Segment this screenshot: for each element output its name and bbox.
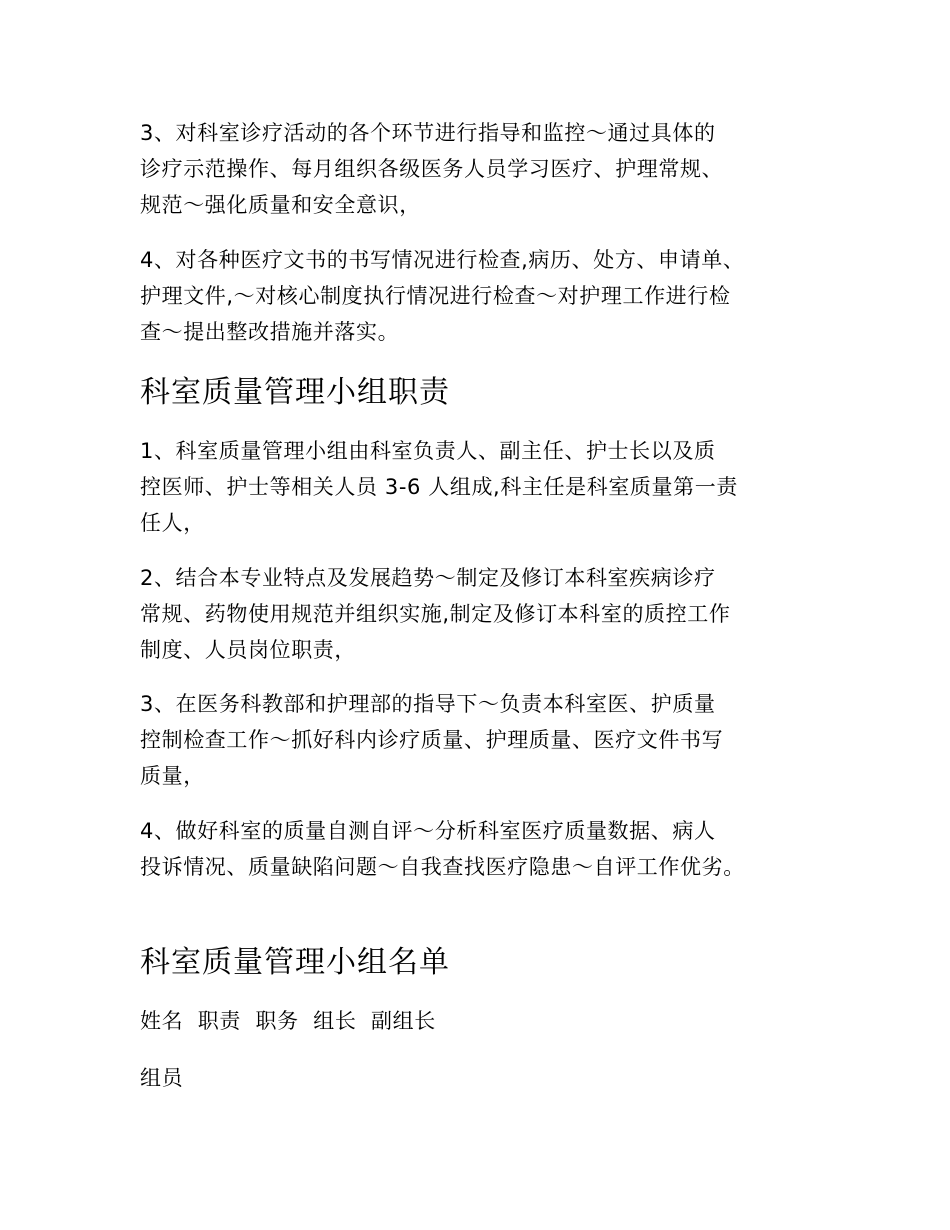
section-heading-roster: 科室质量管理小组名单 bbox=[140, 945, 450, 980]
text-line: 护理文件,～对核心制度执行情况进行检查～对护理工作进行检 bbox=[140, 284, 731, 308]
paragraph-section2-item1 bbox=[140, 433, 820, 541]
text-line: 投诉情况、质量缺陷问题～自我查找医疗隐患～自评工作优劣。 bbox=[140, 855, 745, 879]
roster-table-header bbox=[140, 1003, 820, 1039]
text-line: 查～提出整改措施并落实。 bbox=[140, 320, 400, 344]
roster-row-members bbox=[140, 1060, 820, 1096]
text-line: 常规、药物使用规范并组织实施,制定及修订本科室的质控工作 bbox=[140, 602, 731, 626]
roster-header-text: 姓名 职责 职务 组长 副组长 bbox=[140, 1009, 436, 1033]
text-line: 1、科室质量管理小组由科室负责人、副主任、护士长以及质 bbox=[140, 439, 716, 463]
text-line: 规范～强化质量和安全意识， bbox=[140, 193, 421, 217]
text-line: 3、对科室诊疗活动的各个环节进行指导和监控～通过具体的 bbox=[140, 121, 716, 145]
paragraph-section2-item3 bbox=[140, 686, 820, 794]
text-line: 2、结合本专业特点及发展趋势～制定及修订本科室疾病诊疗 bbox=[140, 566, 716, 590]
paragraph-section2-item4 bbox=[140, 813, 820, 885]
text-line: 控医师、护士等相关人员 3-6 人组成,科主任是科室质量第一责 bbox=[140, 475, 738, 499]
roster-row-label: 组员 bbox=[140, 1066, 184, 1090]
text-line: 控制检查工作～抓好科内诊疗质量、护理质量、医疗文件书写 bbox=[140, 728, 724, 752]
text-line: 诊疗示范操作、每月组织各级医务人员学习医疗、护理常规、 bbox=[140, 157, 724, 181]
section-heading-duties: 科室质量管理小组职责 bbox=[140, 375, 450, 410]
paragraph-section1-item3 bbox=[140, 115, 820, 223]
text-line: 质量， bbox=[140, 764, 205, 788]
text-line: 制度、人员岗位职责， bbox=[140, 638, 356, 662]
text-line: 3、在医务科教部和护理部的指导下～负责本科室医、护质量 bbox=[140, 692, 716, 716]
text-line: 4、对各种医疗文书的书写情况进行检查,病历、处方、申请单、 bbox=[140, 248, 745, 272]
paragraph-section2-item2 bbox=[140, 560, 820, 668]
paragraph-section1-item4 bbox=[140, 242, 820, 350]
text-line: 4、做好科室的质量自测自评～分析科室医疗质量数据、病人 bbox=[140, 819, 716, 843]
text-line: 任人， bbox=[140, 511, 205, 535]
